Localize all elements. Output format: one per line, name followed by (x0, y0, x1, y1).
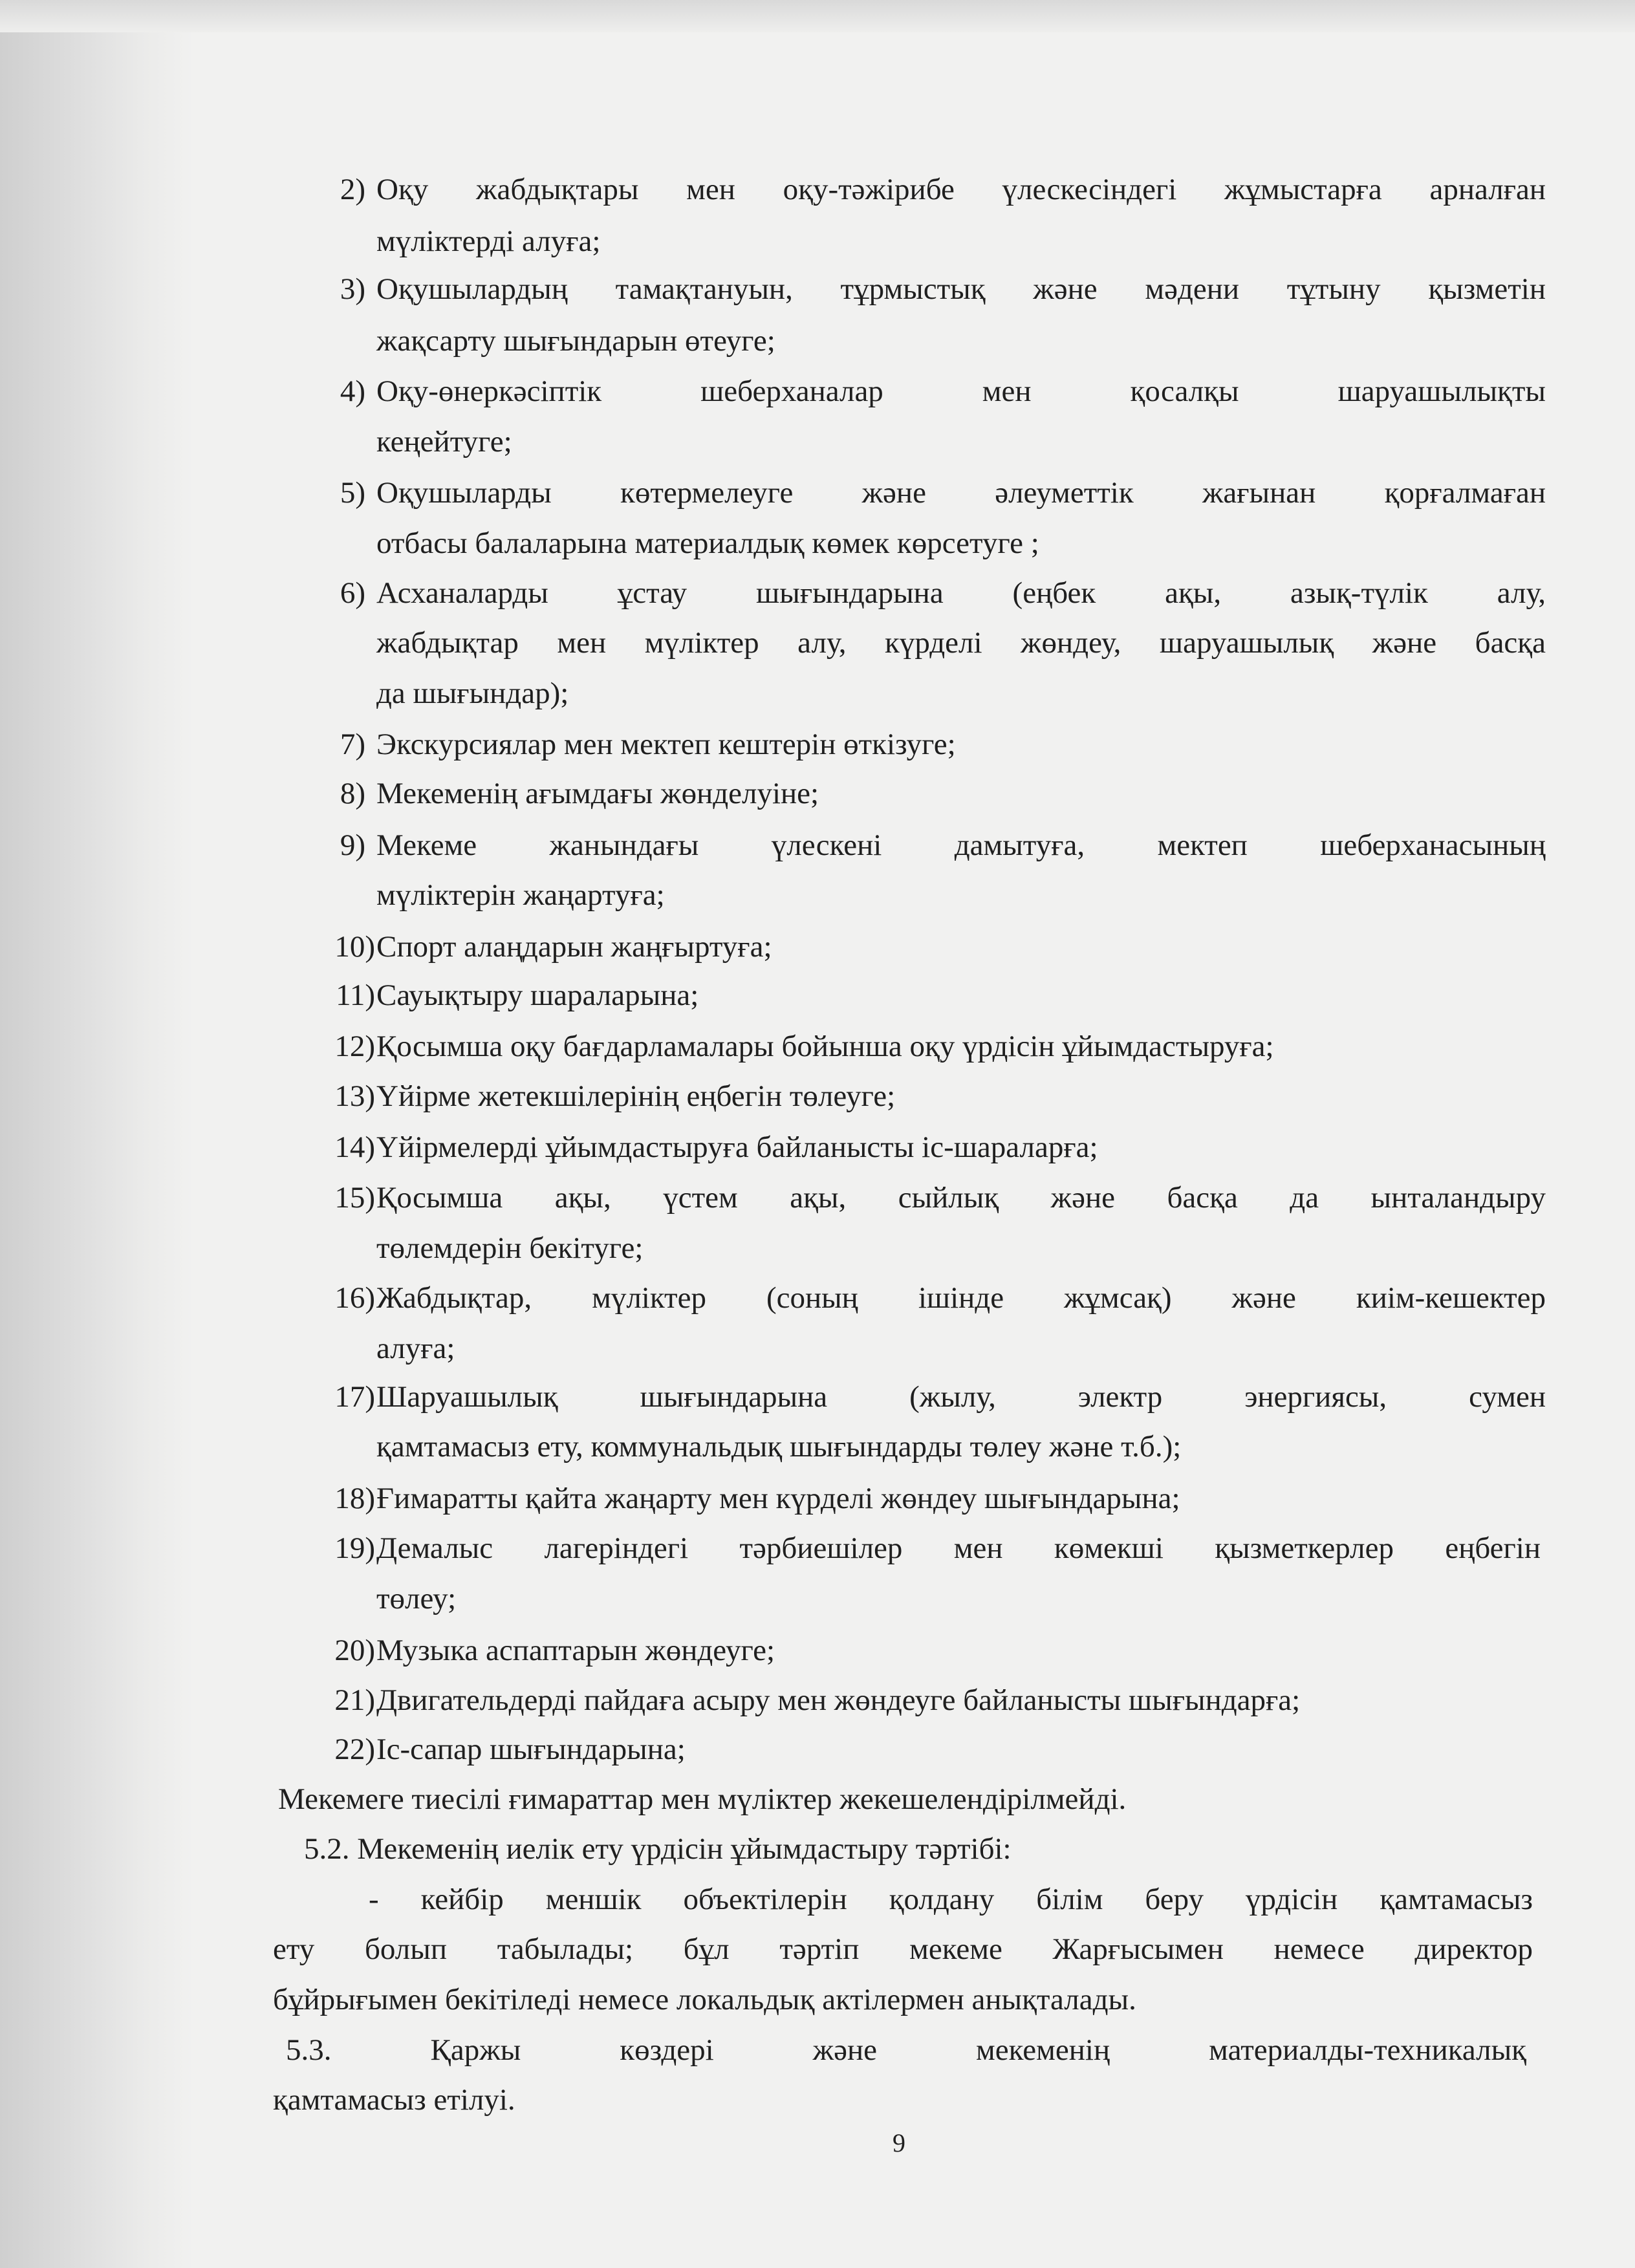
item-text-line: Оқушылардың тамақтануын, тұрмыстық және мәдени тұтыну қызметін (376, 272, 1546, 306)
item-number: 6) (340, 576, 365, 610)
item-text-line: Мекеменің ағымдағы жөнделуіне; (376, 777, 819, 810)
section-5-3-line: қамтамасыз етілуі. (273, 2083, 515, 2117)
item-text-line: Демалыс лагеріндегі тәрбиешілер мен көмекші қызметкерлер еңбегін (376, 1531, 1541, 1565)
item-number: 12) (334, 1030, 375, 1063)
page-number: 9 (893, 2128, 905, 2157)
item-text-line: Ғимаратты қайта жаңарту мен күрделі жөндеу шығындарына; (376, 1482, 1180, 1515)
item-text-line: Іс-сапар шығындарына; (376, 1733, 686, 1766)
item-text-line: Музыка аспаптарын жөндеуге; (376, 1634, 775, 1667)
item-number: 19) (334, 1531, 375, 1565)
section-5-2-line: - кейбір меншік объектілерін қолдану білім беру үрдісін қамтамасыз (369, 1883, 1533, 1916)
section-5-2-title: 5.2. Мекеменің иелік ету үрдісін ұйымдастыру тәртібі: (304, 1832, 1012, 1866)
item-text-line: отбасы балаларына материалдық көмек көрсетуге ; (376, 526, 1039, 560)
item-text-line: жақсарту шығындарын өтеуге; (376, 324, 775, 358)
item-number: 7) (340, 728, 365, 761)
item-text-line: Оқу-өнеркәсіптік шеберханалар мен қосалқы шаруашылықты (376, 374, 1546, 408)
item-text-line: Қосымша ақы, үстем ақы, сыйлық және басқа да ынталандыру (376, 1181, 1546, 1215)
item-text-line: Экскурсиялар мен мектеп кештерін өткізуге; (376, 728, 956, 761)
item-text-line: мүліктерін жаңартуға; (376, 878, 665, 912)
item-number: 18) (334, 1482, 375, 1515)
item-text-line: Жабдықтар, мүліктер (соның ішінде жұмсақ) және киім-кешектер (376, 1281, 1546, 1315)
item-number: 15) (334, 1181, 375, 1215)
item-number: 21) (334, 1683, 375, 1717)
item-text-line: Оқу жабдықтары мен оқу-тәжірибе үлескесіндегі жұмыстарға арналған (376, 173, 1546, 206)
item-text-line: кеңейтуге; (376, 425, 512, 459)
item-text-line: Қосымша оқу бағдарламалары бойынша оқу үрдісін ұйымдастыруға; (376, 1030, 1274, 1063)
item-number: 4) (340, 374, 365, 408)
item-text-line: алуға; (376, 1332, 455, 1365)
item-text-line: да шығындар); (376, 676, 569, 710)
item-text-line: төлеу; (376, 1582, 457, 1615)
item-text-line: Оқушыларды көтермелеуге және әлеуметтік жағынан қорғалмаған (376, 476, 1546, 510)
item-number: 3) (340, 272, 365, 306)
item-number: 17) (334, 1380, 375, 1414)
item-text-line: Асханаларды ұстау шығындарына (еңбек ақы, азық-түлік алу, (376, 576, 1546, 610)
item-number: 8) (340, 777, 365, 810)
paragraph-privatization: Мекемеге тиесілі ғимараттар мен мүліктер жекешелендірілмейді. (278, 1782, 1127, 1816)
section-5-2-line: ету болып табылады; бұл тәртіп мекеме Жарғысымен немесе директор (273, 1932, 1533, 1966)
item-number: 9) (340, 828, 365, 862)
section-5-2-line: бұйрығымен бекітіледі немесе локальдық актілермен анықталады. (273, 1983, 1136, 2016)
section-5-3-line: 5.3. Қаржы көздері және мекеменің материалды-техникалық (286, 2033, 1526, 2067)
item-number: 14) (334, 1130, 375, 1164)
item-text-line: Үйірме жетекшілерінің еңбегін төлеуге; (376, 1079, 896, 1113)
item-number: 2) (340, 173, 365, 206)
item-number: 22) (334, 1733, 375, 1766)
item-text-line: Спорт алаңдарын жаңғыртуға; (376, 930, 772, 964)
item-number: 11) (336, 978, 375, 1012)
item-text-line: төлемдерін бекітуге; (376, 1231, 644, 1265)
item-number: 16) (334, 1281, 375, 1315)
item-text-line: Үйірмелерді ұйымдастыруға байланысты іс-шараларға; (376, 1130, 1098, 1164)
item-text-line: қамтамасыз ету, коммунальдық шығындарды төлеу және т.б.); (376, 1430, 1182, 1463)
item-text-line: Мекеме жанындағы үлескені дамытуға, мектеп шеберханасының (376, 828, 1546, 862)
item-number: 20) (334, 1634, 375, 1667)
item-number: 13) (334, 1079, 375, 1113)
item-number: 5) (340, 476, 365, 510)
item-number: 10) (334, 930, 375, 964)
item-text-line: Сауықтыру шараларына; (376, 978, 699, 1012)
item-text-line: мүліктерді алуға; (376, 224, 601, 258)
item-text-line: жабдықтар мен мүліктер алу, күрделі жөндеу, шаруашылық және басқа (376, 626, 1546, 660)
item-text-line: Двигательдерді пайдаға асыру мен жөндеуге байланысты шығындарға; (376, 1683, 1301, 1717)
item-text-line: Шаруашылық шығындарына (жылу, электр энергиясы, сумен (376, 1380, 1546, 1414)
